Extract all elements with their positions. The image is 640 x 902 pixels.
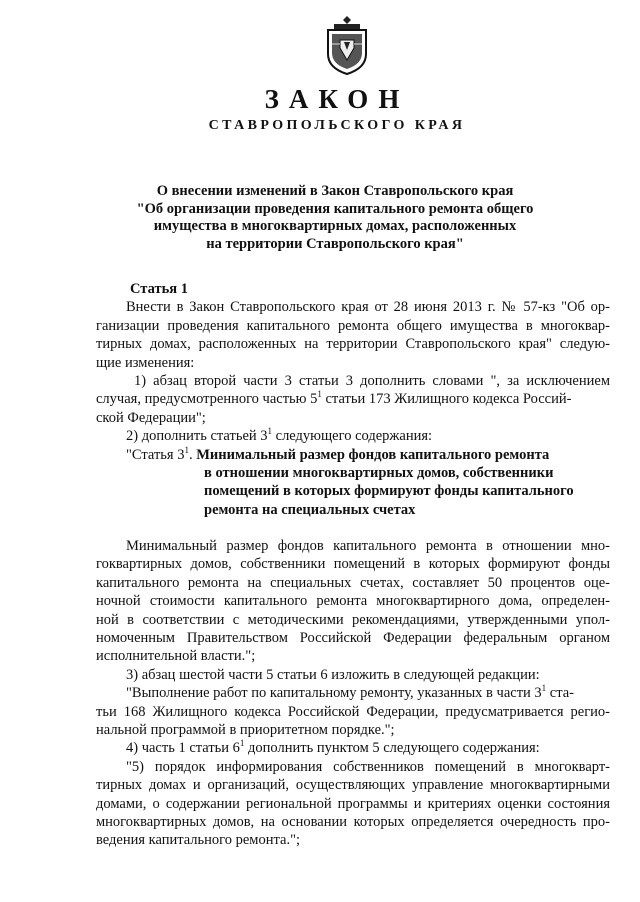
article-3-1-heading-line: в отношении многоквартирных домов, собственники [204, 464, 554, 481]
document-body [96, 280, 610, 850]
heading-line: "Об организации проведения капитального ремонта общего [136, 200, 534, 217]
item-4-line: домами, о содержании региональной программы и критериях оценки состояния [96, 795, 610, 812]
item-4-line: ведения капитального ремонта."; [96, 832, 301, 849]
spacer [96, 519, 610, 537]
heading-line: О внесении изменений в Закон Ставропольского края [156, 183, 514, 199]
intro-line: щие изменения: [96, 354, 195, 371]
item-1-line: случая, предусмотренного частью $5^1$ статьи 173 Жилищного кодекса Россий- [96, 389, 572, 408]
item-3-line: тьи 168 Жилищного кодекса Российской Федерации, предусматривается регио- [96, 703, 610, 720]
paragraph-line: Минимальный размер фондов капитального ремонта в отношении мно- [126, 538, 610, 555]
paragraph-line: ночной стоимости капитального ремонта многоквартирного дома, определен- [96, 593, 610, 610]
coat-of-arms-icon [322, 14, 372, 76]
item-1-line: ской Федерации"; [96, 409, 206, 426]
item-2-line: 2) дополнить статьей $3^1$ следующего содержания: [126, 426, 433, 445]
paragraph-line: гоквартирных домов, собственники помещений в которых формируют фонды [96, 556, 610, 573]
paragraph-line: ной в соответствии с методическими рекомендациями, утвержденными упол- [96, 611, 610, 628]
item-3-line: нальной программой в приоритетном порядке."; [96, 721, 395, 738]
heading-line: на территории Ставропольского края" [206, 235, 464, 252]
item-3-line: 3) абзац шестой части 5 статьи 6 изложить в следующей редакции: [126, 666, 540, 683]
item-4-line: тирных домах и организаций, осуществляющих управление многоквартирными [96, 777, 610, 794]
item-4-line: "5) порядок информирования собственников помещений в многокварт- [126, 758, 610, 775]
heading-line: имущества в многоквартирных домах, расположенных [153, 218, 517, 235]
law-heading [120, 183, 550, 253]
item-1-line: 1) абзац второй части 3 статьи 3 дополнить словами ", за исключением [134, 372, 610, 389]
intro-line: ганизации проведения капитального ремонта общего имущества в многоквар- [96, 317, 610, 334]
paragraph-line: исполнительной власти."; [96, 648, 256, 665]
intro-line: Внести в Закон Ставропольского края от 28 июня 2013 г. № 57-кз "Об ор- [126, 299, 610, 316]
article-3-1-heading-line: ремонта на специальных счетах [204, 501, 416, 518]
item-4-line: 4) часть 1 статьи $6^1$ дополнить пунктом 5 следующего содержания: [126, 738, 540, 757]
article-3-1-heading-line: помещений в которых формируют фонды капитального [204, 483, 574, 500]
article-label: Статья 1 [130, 281, 188, 297]
article-3-1-heading: "Статья $3^1$. Минимальный размер фондов капитального ремонта [126, 444, 550, 463]
paragraph-line: капитального ремонта на специальных счетах, составляет 50 процентов оце- [96, 574, 610, 591]
intro-line: тирных домах, расположенных на территории Ставропольского края" следую- [96, 336, 610, 353]
item-3-line: "Выполнение работ по капитальному ремонту, указанных в части $3^1$ ста- [126, 683, 575, 702]
item-4-line: многоквартирных домов, на основании которых определяется очередность про- [96, 813, 610, 830]
paragraph-line: номоченным Правительством Российской Федерации федеральным органом [96, 630, 610, 647]
document-subtitle: СТАВРОПОЛЬСКОГО КРАЯ [208, 118, 466, 133]
document-title: ЗАКОН [264, 84, 410, 114]
